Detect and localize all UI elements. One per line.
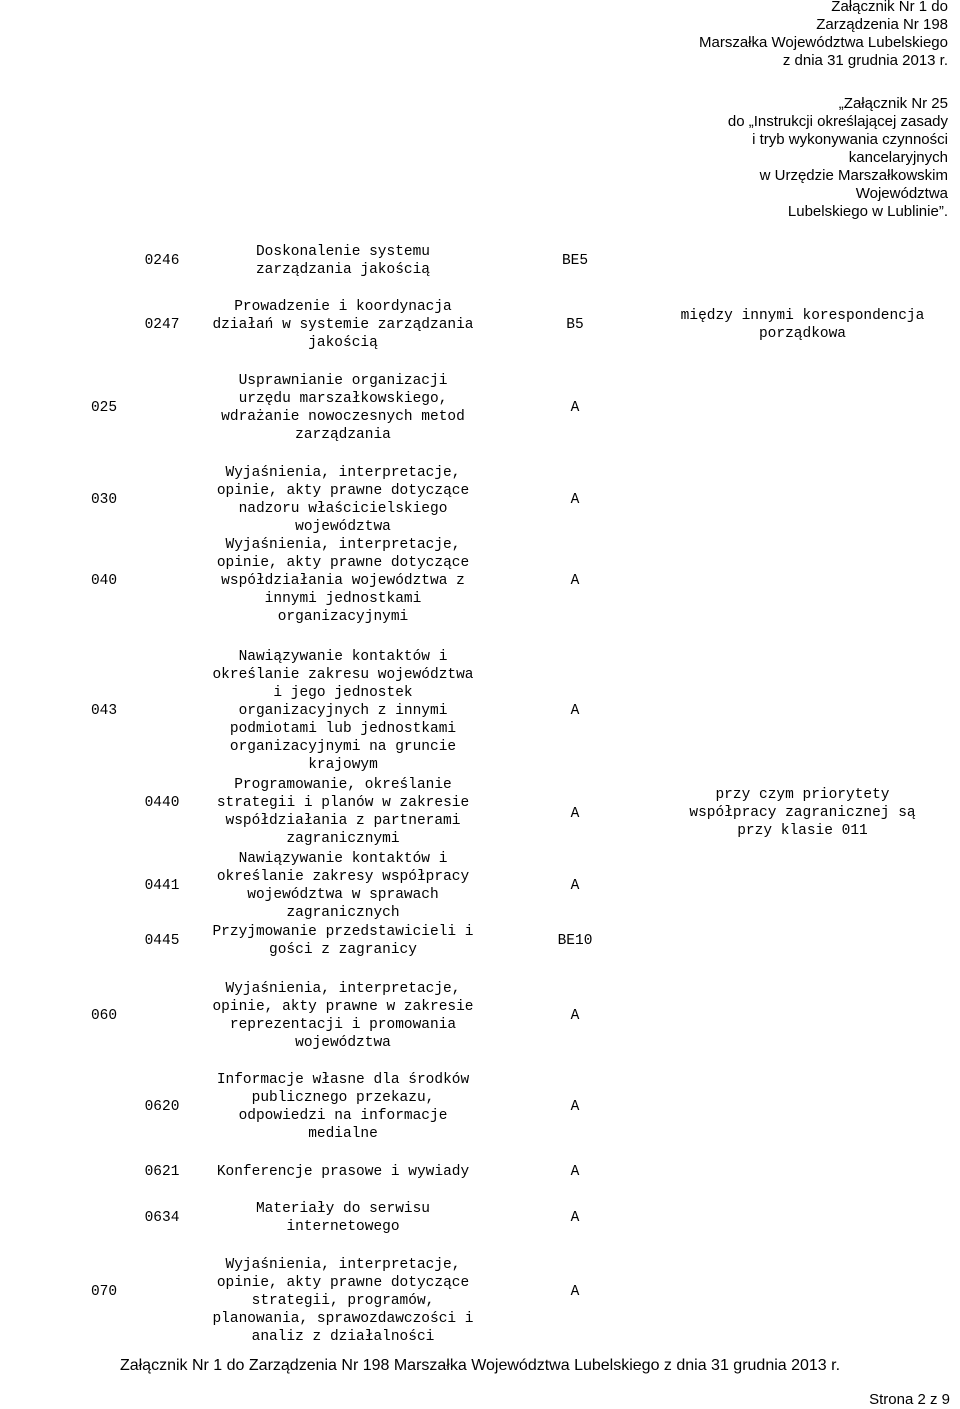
appendix-25-line: do „Instrukcji określającej zasady	[727, 113, 948, 130]
row-description: Materiały do serwisu internetowego	[255, 1201, 431, 1235]
appendix-25-line: „Załącznik Nr 25	[838, 95, 948, 112]
appendix-25-line: Województwa	[855, 185, 948, 202]
row-description: Nawiązywanie kontaktów i określanie zakresu województwa i jego jednostek organizacyjnych z innymi podmiotami lub jednostkami organizacyjnymi na gruncie krajowym	[212, 649, 474, 773]
archive-category: BE10	[557, 933, 593, 949]
row-description: Doskonalenie systemu zarządzania jakością	[255, 244, 431, 278]
row-remarks: przy czym priorytety współpracy zagranicznej są przy klasie 011	[689, 787, 916, 839]
class-code: 070	[90, 1284, 118, 1300]
appendix-25-header	[728, 95, 948, 221]
class-code: 030	[90, 492, 118, 508]
row-description: Wyjaśnienia, interpretacje, opinie, akty prawne w zakresie reprezentacji i promowania województwa	[212, 981, 474, 1051]
appendix-25-line: kancelaryjnych	[848, 149, 948, 166]
row-description: Usprawnianie organizacji urzędu marszałkowskiego, wdrażanie nowoczesnych metod zarządzania	[221, 373, 465, 443]
subclass-code: 0621	[144, 1164, 180, 1180]
appendix-25-line: w Urzędzie Marszałkowskim	[759, 167, 948, 184]
attachment-header-line: Marszałka Województwa Lubelskiego	[698, 34, 948, 51]
subclass-code: 0246	[144, 253, 180, 269]
row-description: Nawiązywanie kontaktów i określanie zakresy współpracy województwa w sprawach zagranicznych	[216, 851, 470, 921]
archive-category: BE5	[561, 253, 589, 269]
attachment-header	[699, 0, 948, 70]
archive-category: A	[570, 1284, 580, 1300]
subclass-code: 0440	[144, 795, 180, 811]
attachment-header-line: Zarządzenia Nr 198	[816, 16, 948, 33]
row-description: Wyjaśnienia, interpretacje, opinie, akty prawne dotyczące strategii, programów, planowania, sprawozdawczości i analiz z działalności	[212, 1257, 474, 1345]
row-description: Wyjaśnienia, interpretacje, opinie, akty prawne dotyczące współdziałania województwa z innymi jednostkami organizacyjnymi	[216, 537, 470, 625]
attachment-header-line: z dnia 31 grudnia 2013 r.	[782, 52, 948, 69]
archive-category: A	[570, 573, 580, 589]
subclass-code: 0441	[144, 878, 180, 894]
attachment-header-line: Załącznik Nr 1 do	[831, 0, 948, 15]
page-number: Strona 2 z 9	[869, 1391, 950, 1408]
row-description: Informacje własne dla środków publicznego przekazu, odpowiedzi na informacje medialne	[216, 1072, 470, 1142]
archive-category: B5	[566, 317, 584, 333]
page-footer: Załącznik Nr 1 do Zarządzenia Nr 198 Marszałka Województwa Lubelskiego z dnia 31 grudnia 2013 r.	[119, 1357, 841, 1374]
archive-category: A	[570, 1210, 580, 1226]
row-description: Prowadzenie i koordynacja działań w systemie zarządzania jakością	[212, 299, 474, 351]
archive-category: A	[570, 1008, 580, 1024]
row-description: Konferencje prasowe i wywiady	[216, 1164, 470, 1180]
row-remarks: między innymi korespondencja porządkowa	[680, 308, 925, 342]
row-description: Programowanie, określanie strategii i planów w zakresie współdziałania z partnerami zagranicznymi	[216, 777, 470, 847]
subclass-code: 0620	[144, 1099, 180, 1115]
archive-category: A	[570, 1164, 580, 1180]
class-code: 060	[90, 1008, 118, 1024]
subclass-code: 0634	[144, 1210, 180, 1226]
appendix-25-line: Lubelskiego w Lublinie”.	[787, 203, 948, 220]
class-code: 040	[90, 573, 118, 589]
subclass-code: 0247	[144, 317, 180, 333]
archive-category: A	[570, 878, 580, 894]
row-description: Wyjaśnienia, interpretacje, opinie, akty prawne dotyczące nadzoru właścicielskiego województwa	[216, 465, 470, 535]
archive-category: A	[570, 1099, 580, 1115]
class-code: 025	[90, 400, 118, 416]
archive-category: A	[570, 492, 580, 508]
row-description: Przyjmowanie przedstawicieli i gości z zagranicy	[212, 924, 474, 958]
class-code: 043	[90, 703, 118, 719]
subclass-code: 0445	[144, 933, 180, 949]
archive-category: A	[570, 703, 580, 719]
archive-category: A	[570, 400, 580, 416]
archive-category: A	[570, 806, 580, 822]
appendix-25-line: i tryb wykonywania czynności	[752, 131, 948, 148]
